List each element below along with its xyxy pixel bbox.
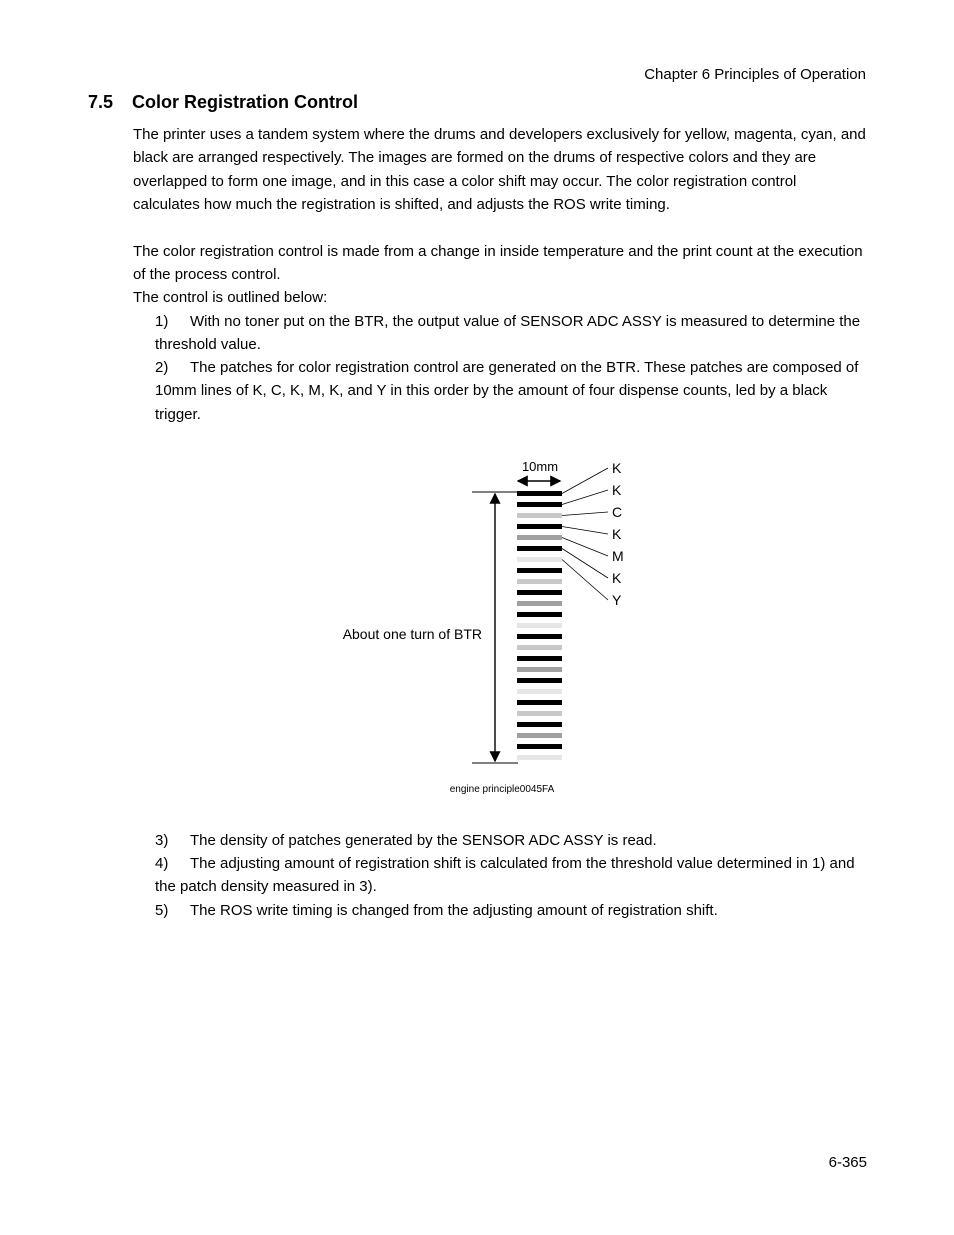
line-label: M (612, 548, 624, 564)
line-label: K (612, 482, 622, 498)
patch-stripe-y (517, 557, 562, 562)
patch-diagram (320, 450, 660, 805)
leader-line (562, 527, 608, 535)
outline-intro: The control is outlined below: (133, 289, 328, 306)
patch-stripe-k (517, 612, 562, 617)
section-number: 7.5 (88, 92, 114, 112)
step-text: The patches for color registration control are generated on the BTR. These patches are composed of 10mm lines of K, C, K, M, K, and Y in this order by the amount of four dispense counts, led by a black trigger. (155, 359, 859, 423)
leader-lines (562, 468, 608, 600)
step-item (155, 356, 867, 426)
patch-stripe-m (517, 535, 562, 540)
patch-stripe-k (517, 700, 562, 705)
patch-stripe-k (517, 744, 562, 749)
step-text: The density of patches generated by the SENSOR ADC ASSY is read. (190, 832, 657, 849)
patch-stripe-k (517, 678, 562, 683)
patch-stripe-k (517, 502, 562, 507)
patch-stripe-c (517, 645, 562, 650)
step-number: 1) (155, 313, 169, 330)
patch-stripe-k (517, 568, 562, 573)
patch-stripe-y (517, 623, 562, 628)
step-item (155, 829, 867, 852)
step-item (155, 852, 867, 899)
line-label: C (612, 504, 623, 520)
patch-stripes (517, 491, 562, 760)
patch-stripe-k (517, 722, 562, 727)
figure-caption: engine principle0045FA (449, 784, 555, 795)
btr-turn-label: About one turn of BTR (342, 626, 482, 642)
patch-stripe-y (517, 689, 562, 694)
step-number: 3) (155, 832, 169, 849)
running-header: Chapter 6 Principles of Operation (644, 66, 866, 83)
step-number: 2) (155, 359, 169, 376)
intro-paragraph: The printer uses a tandem system where the drums and developers exclusively for yellow, magenta, cyan, and black are arranged respectively. The images are formed on the drums of respective colors and they are overlapped to form one image, and in this case a color shift may occur. The color registration control calculates how much the registration is shifted, and adjusts the ROS write timing. (133, 126, 866, 214)
leader-line (562, 560, 608, 601)
patch-diagram-svg (320, 450, 660, 805)
line-label: K (612, 570, 622, 586)
step-number: 5) (155, 902, 169, 919)
patch-stripe-m (517, 667, 562, 672)
width-label: 10mm (521, 459, 559, 474)
step-item (155, 899, 867, 922)
step-text: With no toner put on the BTR, the output value of SENSOR ADC ASSY is measured to determine the threshold value. (155, 313, 861, 354)
patch-stripe-c (517, 513, 562, 518)
patch-stripe-k (517, 524, 562, 529)
patch-stripe-k (517, 491, 562, 496)
step-number: 4) (155, 855, 169, 872)
patch-stripe-c (517, 579, 562, 584)
patch-stripe-m (517, 601, 562, 606)
patch-stripe-c (517, 711, 562, 716)
step-text: The adjusting amount of registration shift is calculated from the threshold value determined in 1) and the patch density measured in 3). (155, 855, 855, 896)
patch-stripe-k (517, 590, 562, 595)
leader-line (562, 468, 608, 494)
line-label: K (612, 460, 622, 476)
patch-stripe-k (517, 634, 562, 639)
patch-stripe-k (517, 546, 562, 551)
step-item (155, 310, 867, 357)
patch-stripe-m (517, 733, 562, 738)
patch-stripe-y (517, 755, 562, 760)
line-label: Y (612, 592, 622, 608)
page-number: 6-365 (828, 1154, 867, 1171)
step-text: The ROS write timing is changed from the adjusting amount of registration shift. (190, 902, 718, 919)
leader-line (562, 512, 608, 516)
leader-line (562, 490, 608, 505)
section-heading (88, 92, 358, 113)
patch-stripe-k (517, 656, 562, 661)
line-labels (612, 460, 624, 608)
line-label: K (612, 526, 622, 542)
control-paragraph: The color registration control is made from a change in inside temperature and the print count at the execution of the process control. (133, 243, 863, 284)
section-title: Color Registration Control (132, 92, 358, 112)
